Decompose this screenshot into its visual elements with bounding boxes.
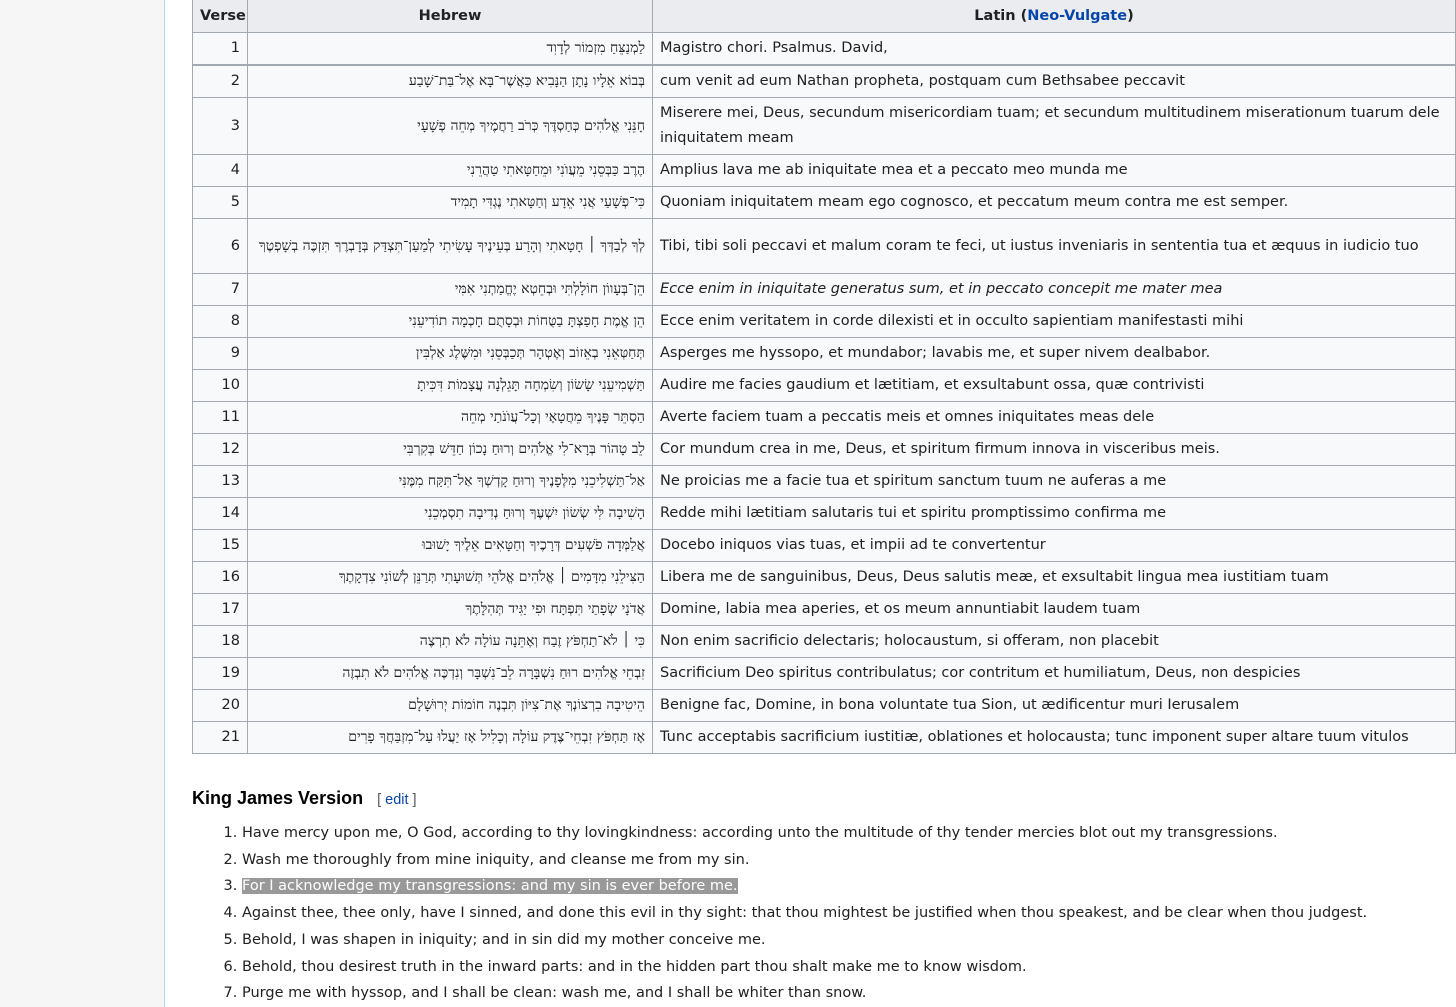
hebrew-text: הָשִׁיבָה לִּי שְׂשׂוֹן יִשְׁעֶךָ וְרוּחַ נְדִיבָה תִסְמְכֵנִי [248,498,653,530]
list-item [242,954,1456,981]
table-row [193,466,1456,498]
list-item [242,900,1456,927]
hebrew-text: הֵן־בְּעָווֹן חוֹלָלְתִּי וּבְחֵטְא יֶחֱמַתְנִי אִמִּי [248,274,653,306]
kjv-verse-text: Behold, thou desirest truth in the inward parts: and in the hidden part thou shalt make me to know wisdom. [242,958,1027,975]
kjv-verse-text: Have mercy upon me, O God, according to thy lovingkindness: according unto the multitude of thy tender mercies blot out my transgressions. [242,825,1278,841]
latin-text: Domine, labia mea aperies, et os meum annuntiabit laudem tuam [653,594,1456,626]
hebrew-text: הֵיטִיבָה בִרְצוֹנְךָ אֶת־צִיּוֹן תִּבְנֶה חוֹמוֹת יְרוּשָׁלָם [248,690,653,722]
latin-text: Ecce enim veritatem in corde dilexisti et in occulto sapientiam manifestasti mihi [653,306,1456,338]
edit-link[interactable]: edit [385,792,409,808]
neo-vulgate-link[interactable]: Neo-Vulgate [1027,8,1128,24]
table-row [193,65,1456,98]
psalm-table [192,0,1456,754]
verse-number: 18 [193,626,248,658]
kjv-verse-text: Purge me with hyssop, and I shall be clean: wash me, and I shall be whiter than snow. [242,985,867,1002]
hebrew-text: הַסְתֵּר פָּנֶיךָ מֵחֲטָאָי וְכָל־עֲוֺנֹתַי מְחֵה [248,402,653,434]
verse-number: 7 [193,274,248,306]
verse-number: 15 [193,530,248,562]
table-row [193,33,1456,66]
hebrew-text: אֲלַמְּדָה פֹשְׁעִים דְּרָכֶיךָ וְחַטָּאִים אֵלֶיךָ יָשׁוּבוּ [248,530,653,562]
table-header-row [193,0,1456,33]
verse-number: 2 [193,65,248,98]
latin-text: Asperges me hyssopo, et mundabor; lavabis me, et super nivem dealbabor. [653,338,1456,370]
latin-text: Non enim sacrificio delectaris; holocaustum, si offeram, non placebit [653,626,1456,658]
hebrew-text: הֵן אֱמֶת חָפַצְתָּ בַטֻּחוֹת וּבְסָתֻם חָכְמָה תוֹדִיעֵנִי [248,306,653,338]
verse-number: 14 [193,498,248,530]
table-row [193,594,1456,626]
edit-bracket-open: [ [377,792,386,808]
hebrew-text: הֶרֶב כַּבְּסֵנִי מֵעֲוֺנִי וּמֵחַטָּאתִי טַהֲרֵנִי [248,155,653,187]
table-row [193,98,1456,155]
table-row [193,187,1456,219]
kjv-verse-text: Behold, I was shapen in iniquity; and in sin did my mother conceive me. [242,931,766,948]
latin-text: Cor mundum crea in me, Deus, et spiritum firmum innova in visceribus meis. [653,434,1456,466]
hebrew-text: לֵב טָהוֹר בְּרָא־לִי אֱלֹהִים וְרוּחַ נָכוֹן חַדֵּשׁ בְּקִרְבִּי [248,434,653,466]
section-title: King James Version [192,788,364,808]
table-row [193,626,1456,658]
kjv-verse-list [192,820,1456,1007]
table-row [193,690,1456,722]
table-row [193,370,1456,402]
hebrew-text: תַּשְׁמִיעֵנִי שָׂשׂוֹן וְשִׂמְחָה תָּגֵלְנָה עֲצָמוֹת דִּכִּיתָ [248,370,653,402]
latin-text: Miserere mei, Deus, secundum misericordiam tuam; et secundum multitudinem miserationum tuarum dele iniquitatem meam [653,98,1456,155]
list-item [242,820,1456,847]
table-row [193,219,1456,274]
table-row [193,498,1456,530]
verse-number: 5 [193,187,248,219]
article-content [164,0,1456,1007]
list-item [242,847,1456,874]
hebrew-text: חָנֵּנִי אֱלֹהִים כְּחַסְדֶּךָ כְּרֹב רַחֲמֶיךָ מְחֵה פְשָׁעָי [248,98,653,155]
verse-number: 12 [193,434,248,466]
edit-section [377,792,417,808]
table-row [193,530,1456,562]
verse-number: 1 [193,33,248,66]
hebrew-text: הַצִּילֵנִי מִדָּמִים ׀ אֱלֹהִים אֱלֹהֵי תְּשׁוּעָתִי תְּרַנֵּן לְשׁוֹנִי צִדְקָתֶךָ [248,562,653,594]
left-sidebar [0,0,164,1007]
list-item [242,980,1456,1007]
hebrew-text: זִבְחֵי אֱלֹהִים רוּחַ נִשְׁבָּרָה לֵב־נִשְׁבָּר וְנִדְכֶּה אֱלֹהִים לֹא תִבְזֶה [248,658,653,690]
verse-number: 17 [193,594,248,626]
hebrew-text: כִּי־פְשָׁעַי אֲנִי אֵדָע וְחַטָּאתִי נֶגְדִּי תָמִיד [248,187,653,219]
selected-verse-text[interactable]: For I acknowledge my transgressions: and my sin is ever before me. [242,878,738,895]
table-row [193,562,1456,594]
kjv-section-heading [192,788,417,809]
verse-number: 10 [193,370,248,402]
table-row [193,402,1456,434]
latin-text: Sacrificium Deo spiritus contribulatus; cor contritum et humiliatum, Deus, non despicies [653,658,1456,690]
verse-number: 3 [193,98,248,155]
table-row [193,274,1456,306]
verse-column-header: Verse [193,0,248,33]
latin-text: Benigne fac, Domine, in bona voluntate tua Sion, ut ædificentur muri Ierusalem [653,690,1456,722]
list-item [242,927,1456,954]
hebrew-text: אֲדֹנָי שְׂפָתַי תִּפְתָּח וּפִי יַגִּיד תְּהִלָּתֶךָ [248,594,653,626]
latin-text: Audire me facies gaudium et lætitiam, et exsultabunt ossa, quæ contrivisti [653,370,1456,402]
latin-text: Magistro chori. Psalmus. David, [653,33,1456,66]
verse-number: 8 [193,306,248,338]
hebrew-text: כִּי ׀ לֹא־תַחְפֹּץ זֶבַח וְאֶתֵּנָה עוֹלָה לֹא תִרְצֶה [248,626,653,658]
verse-number: 13 [193,466,248,498]
table-row [193,434,1456,466]
latin-text: Averte faciem tuam a peccatis meis et omnes iniquitates meas dele [653,402,1456,434]
hebrew-column-header: Hebrew [248,0,653,33]
latin-text: Docebo iniquos vias tuas, et impii ad te convertentur [653,530,1456,562]
kjv-verse-text: Against thee, thee only, have I sinned, and done this evil in thy sight: that thou mightest be justified when thou speakest, and be clear when thou judgest. [242,905,1368,922]
latin-text: cum venit ad eum Nathan propheta, postquam cum Bethsabee peccavit [653,65,1456,98]
hebrew-text: אָז תַּחְפֹּץ זִבְחֵי־צֶדֶק עוֹלָה וְכָלִיל אָז יַעֲלוּ עַל־מִזְבַּחֲךָ פָרִים [248,722,653,754]
verse-number: 21 [193,722,248,754]
latin-text: Tunc acceptabis sacrificium iustitiæ, oblationes et holocausta; tunc imponent super altare tuum vitulos [653,722,1456,754]
verse-number: 19 [193,658,248,690]
hebrew-text: אַל־תַּשְׁלִיכֵנִי מִלְּפָנֶיךָ וְרוּחַ קָדְשְׁךָ אַל־תִּקַּח מִמֶּנִּי [248,466,653,498]
latin-column-header [653,0,1456,33]
verse-number: 9 [193,338,248,370]
hebrew-text: לְךָ לְבַדְּךָ ׀ חָטָאתִי וְהָרַע בְּעֵינֶיךָ עָשִׂיתִי לְמַעַן־תִּצְדַּק בְּדָבְרֶךָ תִּזְכֶּה בְשָׁפְטֶךָ [248,219,653,274]
table-row [193,155,1456,187]
hebrew-text: לַמְנַצֵּחַ מִזְמוֹר לְדָוִד [248,33,653,66]
table-row [193,658,1456,690]
hebrew-text: בְּבוֹא אֵלָיו נָתָן הַנָּבִיא כַּאֲשֶׁר־בָּא אֶל־בַּת־שָׁבַע [248,65,653,98]
latin-text: Quoniam iniquitatem meam ego cognosco, et peccatum meum contra me est semper. [653,187,1456,219]
edit-bracket-close: ] [408,792,417,808]
latin-text: Ne proicias me a facie tua et spiritum sanctum tuum ne auferas a me [653,466,1456,498]
table-row [193,306,1456,338]
verse-number: 16 [193,562,248,594]
latin-text: Amplius lava me ab iniquitate mea et a peccato meo munda me [653,155,1456,187]
latin-header-suffix: ) [1127,8,1134,24]
list-item [242,873,1456,900]
verse-number: 4 [193,155,248,187]
hebrew-text: תְּחַטְּאֵנִי בְאֵזוֹב וְאֶטְהָר תְּכַבְּסֵנִי וּמִשֶּׁלֶג אַלְבִּין [248,338,653,370]
verse-number: 6 [193,219,248,274]
verse-number: 11 [193,402,248,434]
latin-text: Tibi, tibi soli peccavi et malum coram te feci, ut iustus inveniaris in sententia tua et æquus in iudicio tuo [653,219,1456,274]
kjv-verse-text: Wash me thoroughly from mine iniquity, and cleanse me from my sin. [242,851,750,868]
table-row [193,338,1456,370]
latin-text: Libera me de sanguinibus, Deus, Deus salutis meæ, et exsultabit lingua mea iustitiam tuam [653,562,1456,594]
table-row [193,722,1456,754]
verse-number: 20 [193,690,248,722]
latin-header-prefix: Latin ( [974,8,1028,24]
latin-text: Redde mihi lætitiam salutaris tui et spiritu promptissimo confirma me [653,498,1456,530]
latin-text: Ecce enim in iniquitate generatus sum, et in peccato concepit me mater mea [653,274,1456,306]
